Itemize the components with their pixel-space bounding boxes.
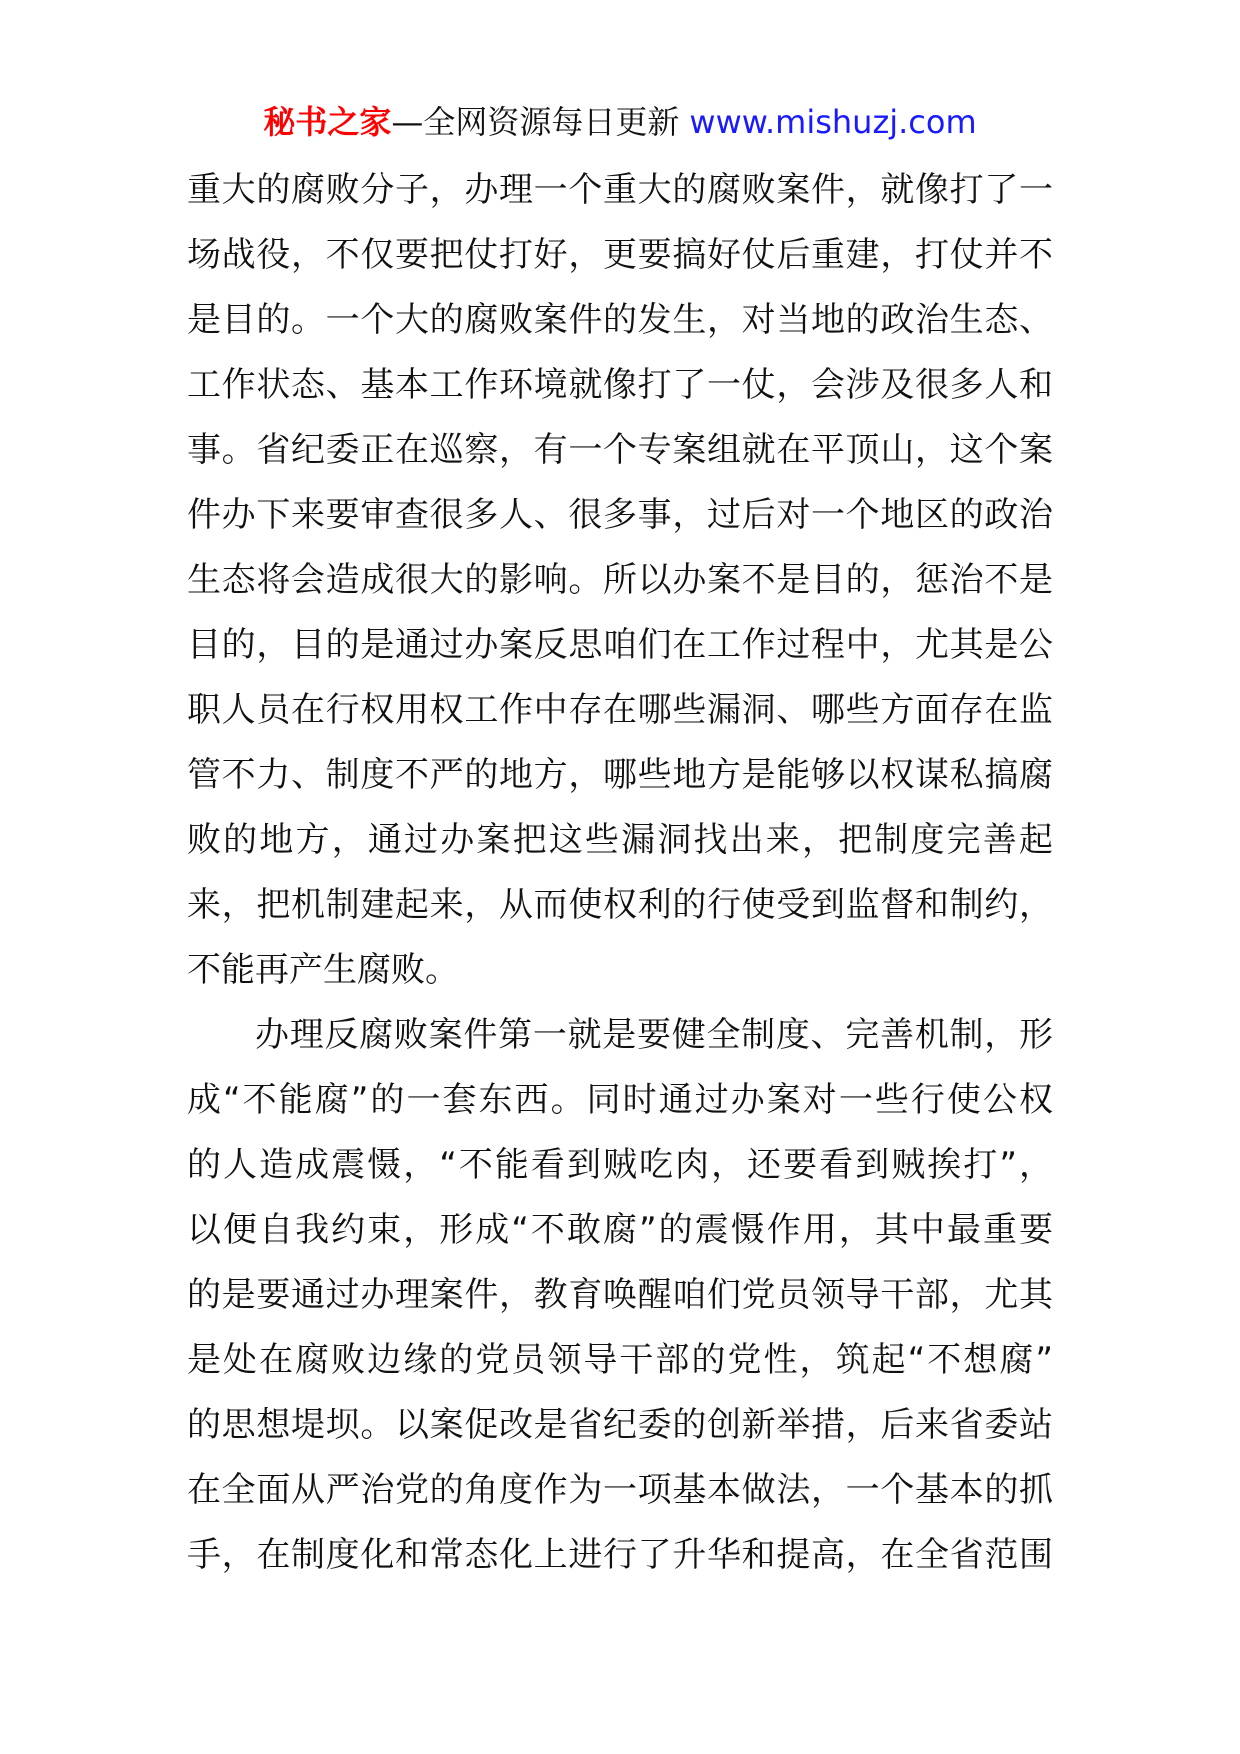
text-line: 的人造成震慑，“不能看到贼吃肉，还要看到贼挨打”， [187, 1145, 1053, 1185]
header-tagline: —全网资源每日更新 [391, 103, 680, 141]
text-line: 以便自我约束，形成“不敢腐”的震慑作用，其中最重要 [187, 1210, 1053, 1250]
text-line: 工作状态、基本工作环境就像打了一仗，会涉及很多人和 [187, 365, 1053, 405]
text-line: 成“不能腐”的一套东西。同时通过办案对一些行使公权 [187, 1080, 1053, 1120]
page-header [0, 98, 1240, 146]
text-line: 职人员在行权用权工作中存在哪些漏洞、哪些方面存在监 [187, 690, 1053, 730]
paragraph-first-line: 办理反腐败案件第一就是要健全制度、完善机制，形 [255, 1015, 1053, 1055]
text-line: 败的地方，通过办案把这些漏洞找出来，把制度完善起 [187, 820, 1053, 860]
text-line: 是目的。一个大的腐败案件的发生，对当地的政治生态、 [187, 300, 1053, 340]
text-line: 事。省纪委正在巡察，有一个专案组就在平顶山，这个案 [187, 430, 1053, 470]
text-line: 的是要通过办理案件，教育唤醒咱们党员领导干部，尤其 [187, 1275, 1053, 1315]
text-line: 场战役，不仅要把仗打好，更要搞好仗后重建，打仗并不 [187, 235, 1053, 275]
text-line: 生态将会造成很大的影响。所以办案不是目的，惩治不是 [187, 560, 1053, 600]
brand-name: 秘书之家 [263, 103, 392, 141]
text-line: 是处在腐败边缘的党员领导干部的党性，筑起“不想腐” [187, 1340, 1053, 1380]
text-line: 的思想堤坝。以案促改是省纪委的创新举措，后来省委站 [187, 1405, 1053, 1445]
text-line: 来，把机制建起来，从而使权利的行使受到监督和制约， [187, 885, 1053, 925]
text-line: 件办下来要审查很多人、很多事，过后对一个地区的政治 [187, 495, 1053, 535]
text-line: 手，在制度化和常态化上进行了升华和提高，在全省范围 [187, 1535, 1053, 1575]
text-line: 管不力、制度不严的地方，哪些地方是能够以权谋私搞腐 [187, 755, 1053, 795]
text-line: 重大的腐败分子，办理一个重大的腐败案件，就像打了一 [187, 170, 1053, 210]
paragraph-end-line: 不能再产生腐败。 [187, 950, 459, 990]
site-url[interactable]: www.mishuzj.com [689, 103, 977, 141]
text-line: 在全面从严治党的角度作为一项基本做法，一个基本的抓 [187, 1470, 1053, 1510]
text-line: 目的，目的是通过办案反思咱们在工作过程中，尤其是公 [187, 625, 1053, 665]
document-body [187, 158, 1053, 1588]
